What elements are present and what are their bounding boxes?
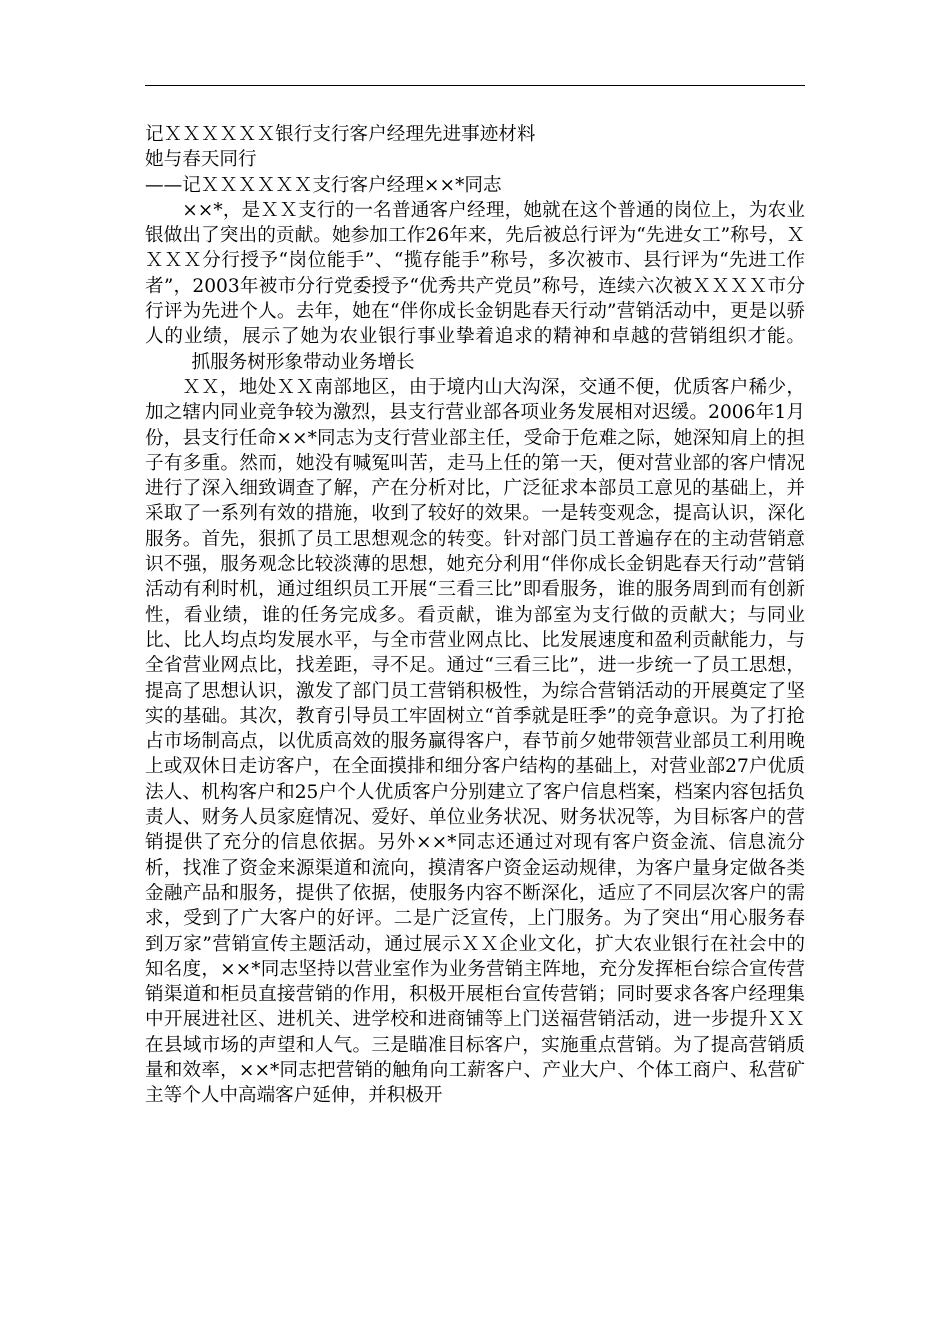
document-byline: ——记ＸＸＸＸＸＸ支行客户经理××*同志: [145, 174, 502, 196]
document-title: 记ＸＸＸＸＸＸ银行支行客户经理先进事迹材料: [145, 124, 536, 145]
paragraph-intro-text: ××*，是ＸＸ支行的一名普通客户经理，她就在这个普通的岗位上，为农业银做出了突出的贡献。她参加工作26年来，先后被总行评为“先进女工”称号，ＸＸＸＸ分行授予“岗位能手”、“揽存能手”称号，多次被市、县行评为“先进工作者”，2003年被市分行党委授予“优秀共产党员”称号，连续六次被ＸＸＸＸ市分行评为先进个人。去年，她在“伴你成长金钥匙春天行动”营销活动中，更是以骄人的业绩，展示了她为农业银行事业挚着追求的精神和卓越的营销组织才能。: [145, 199, 805, 348]
document-subtitle: 她与春天同行: [145, 149, 257, 171]
section-heading: 抓服务树形象带动业务增长: [191, 351, 415, 373]
paragraph-intro: [145, 198, 805, 375]
paragraph-body: ＸＸ，地处ＸＸ南部地区，由于境内山大沟深，交通不便，优质客户稀少，加之辖内同业竞争较为激烈，县支行营业部各项业务发展相对迟缓。2006年1月份，县支行任命××*同志为支行营业部主任，受命于危难之际，她深知肩上的担子有多重。然而，她没有喊冤叫苦，走马上任的第一天，便对营业部的客户情况进行了深入细致调查了解，产在分析对比，广泛征求本部员工意见的基础上，并采取了一系列有效的措施，收到了较好的效果。一是转变观念，提高认识，深化服务。首先，狠抓了员工思想观念的转变。针对部门员工普遍存在的主动营销意识不强，服务观念比较淡薄的思想，她充分利用“伴你成长金钥匙春天行动”营销活动有利时机，通过组织员工开展“三看三比”即看服务，谁的服务周到而有创新性，看业绩，谁的任务完成多。看贡献，谁为部室为支行做的贡献大；与同业比、比人均点均发展水平，与全市营业网点比、比发展速度和盈利贡献能力，与全省营业网点比，找差距，寻不足。通过“三看三比”，进一步统一了员工思想，提高了思想认识，激发了部门员工营销积极性，为综合营销活动的开展奠定了坚实的基础。其次，教育引导员工牢固树立“首季就是旺季”的竞争意识。为了打抢占市场制高点，以优质高效的服务赢得客户，春节前夕她带领营业部员工利用晚上或双休日走访客户，在全面摸排和细分客户结构的基础上，对营业部27户优质法人、机构客户和25户个人优质客户分别建立了客户信息档案，档案内容包括负责人、财务人员家庭情况、爱好、单位业务状况、财务状况等，为目标客户的营销提供了充分的信息依据。另外××*同志还通过对现有客户资金流、信息流分析，找准了资金来源渠道和流向，摸清客户资金运动规律，为客户量身定做各类金融产品和服务，提供了依据，使服务内容不断深化，适应了不同层次客户的需求，受到了广大客户的好评。二是广泛宣传，上门服务。为了突出“用心服务春到万家”营销宣传主题活动，通过展示ＸＸ企业文化，扩大农业银行在社会中的知名度，××*同志坚持以营业室作为业务营销主阵地，充分发挥柜台综合宣传营销渠道和柜员直接营销的作用，积极开展柜台宣传营销；同时要求各客户经理集中开展进社区、进机关、进学校和进商铺等上门送福营销活动，进一步提升ＸＸ在县域市场的声望和人气。三是瞄准目标客户，实施重点营销。为了提高营销质量和效率，××*同志把营销的触角向工薪客户、产业大户、个体工商户、私营矿主等个人中高端客户延伸，并积极开: [145, 376, 805, 1107]
header-rule: [145, 85, 805, 86]
document-body: [145, 122, 805, 1109]
